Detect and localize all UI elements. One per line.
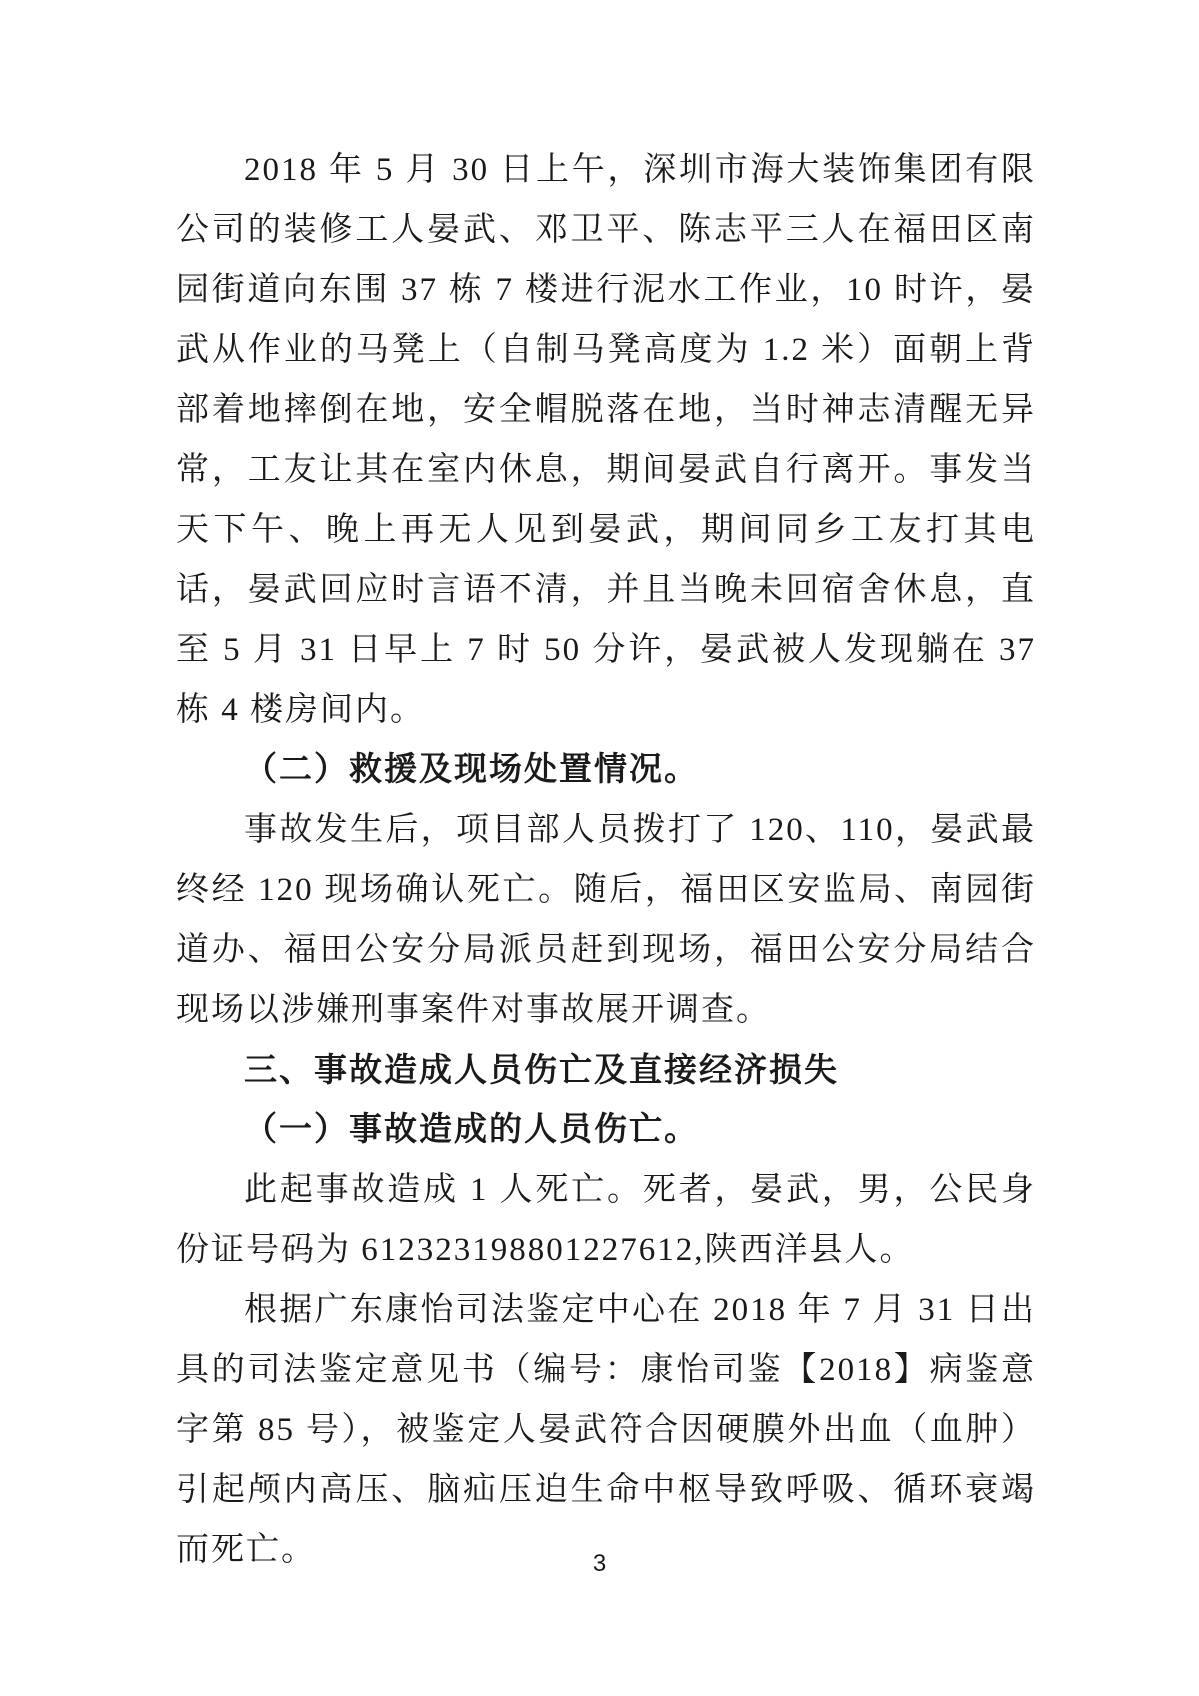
- paragraph-accident-course: 2018 年 5 月 30 日上午，深圳市海大装饰集团有限公司的装修工人晏武、邓卫平、陈志平三人在福田区南园街道向东围 37 栋 7 楼进行泥水工作业，10 时许，晏武从作业的马凳上（自制马凳高度为 1.2 米）面朝上背部着地摔倒在地，安全帽脱落在地，当时神志清醒无异常，工友让其在室内休息，期间晏武自行离开。事发当天下午、晚上再无人见到晏武，期间同乡工友打其电话，晏武回应时言语不清，并且当晚未回宿舍休息，直至 5 月 31 日早上 7 时 50 分许，晏武被人发现躺在 37 栋 4 楼房间内。: [176, 152, 1036, 728]
- paragraph-rescue-response: 事故发生后，项目部人员拨打了 120、110，晏武最终经 120 现场确认死亡。随后，福田区安监局、南园街道办、福田公安分局派员赶到现场，福田公安分局结合现场以涉嫌刑事案件对事故展开调查。: [176, 812, 1036, 1028]
- paragraph-forensic-conclusion: 根据广东康怡司法鉴定中心在 2018 年 7 月 31 日出具的司法鉴定意见书（编号：康怡司鉴【2018】病鉴意字第 85 号），被鉴定人晏武符合因硬膜外出血（血肿）引起颅内高压、脑疝压迫生命中枢导致呼吸、循环衰竭而死亡。: [176, 1292, 1036, 1568]
- page-number: 3: [592, 1550, 607, 1577]
- section-heading-casualties: （一）事故造成的人员伤亡。: [244, 1112, 699, 1148]
- section-heading-rescue-and-scene-handling: （二）救援及现场处置情况。: [244, 752, 699, 788]
- chapter-heading-casualties-and-economic-loss: 三、事故造成人员伤亡及直接经济损失: [244, 1051, 839, 1088]
- document-body: [176, 140, 1036, 1580]
- paragraph-victim-identity: 此起事故造成 1 人死亡。死者，晏武，男，公民身份证号码为 612323198801227612,陕西洋县人。: [176, 1172, 1036, 1268]
